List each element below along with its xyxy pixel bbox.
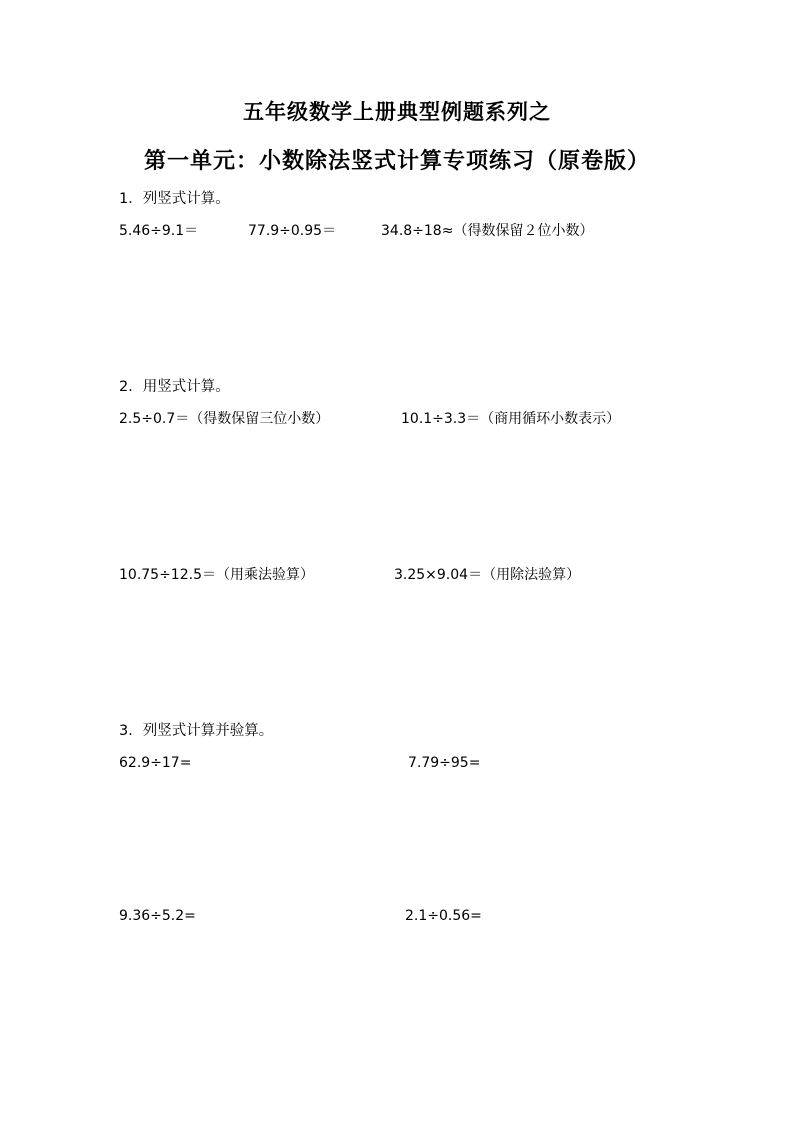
problem-3-1: 62.9÷17= [119,755,192,771]
problem-2-1: 2.5÷0.7＝（得数保留三位小数） [119,411,330,427]
problem-3-2: 7.79÷95= [408,755,481,771]
page-title: 五年级数学上册典型例题系列之 [243,100,551,124]
problem-1-2: 77.9÷0.95＝ [248,223,337,239]
section-2-heading: 2．用竖式计算。 [119,379,230,395]
problem-1-1: 5.46÷9.1＝ [119,223,199,239]
problem-1-3: 34.8÷18≈（得数保留２位小数） [381,223,594,239]
problem-2-2: 10.1÷3.3＝（商用循环小数表示） [401,411,621,427]
section-3-heading: 3．列竖式计算并验算。 [119,723,274,739]
problem-2-3: 10.75÷12.5＝（用乘法验算） [119,567,314,583]
problem-2-4: 3.25×9.04＝（用除法验算） [394,567,581,583]
problem-3-3: 9.36÷5.2= [119,908,196,924]
page-subtitle: 第一单元：小数除法竖式计算专项练习（原卷版） [143,149,650,174]
problem-3-4: 2.1÷0.56= [405,908,482,924]
section-1-heading: 1．列竖式计算。 [119,191,230,207]
